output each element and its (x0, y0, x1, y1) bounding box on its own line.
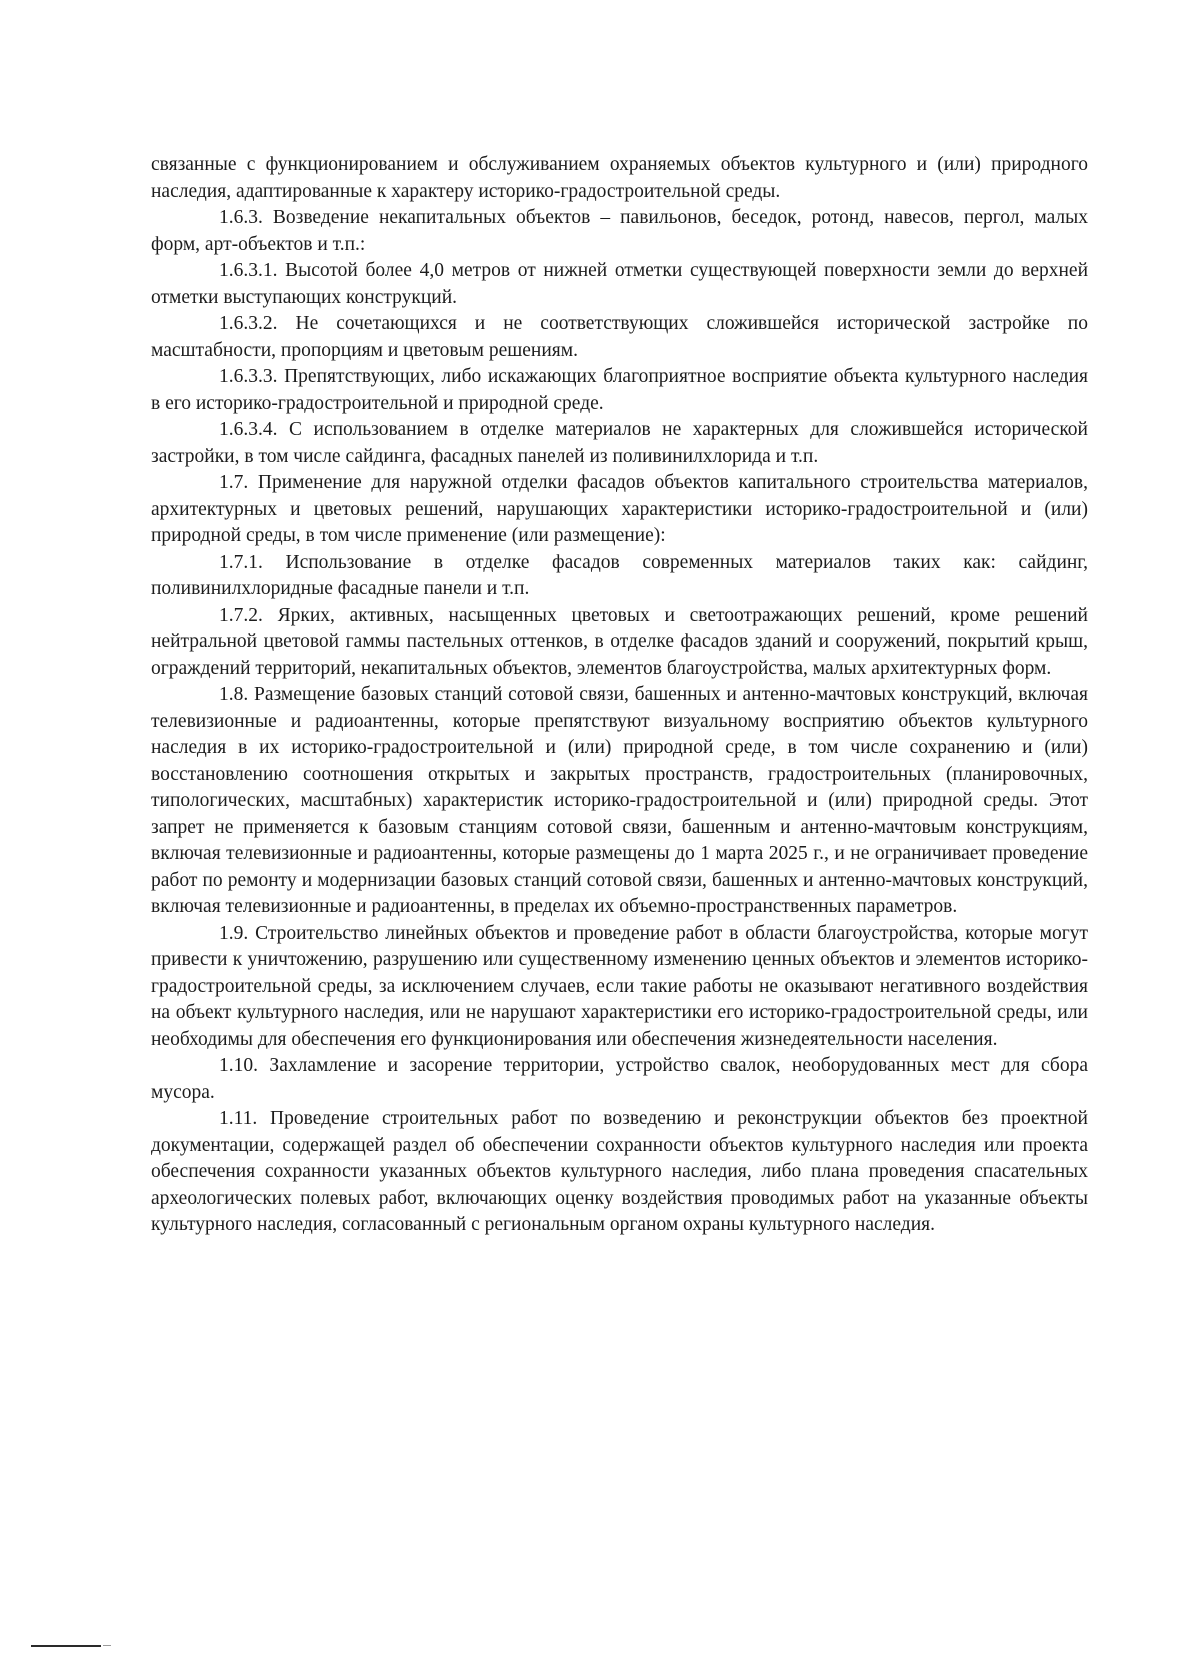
paragraph-1-11: 1.11. Проведение строительных работ по возведению и реконструкции объектов без проектной документации, содержащей раздел об обеспечении сохранности объектов культурного наследия или проекта обеспечения сохранности указанных объектов культурного наследия, либо плана проведения спасательных археологических полевых работ, включающих оценку воздействия проводимых работ на указанные объекты культурного наследия, согласованный с региональным органом охраны культурного наследия. (151, 1108, 1088, 1235)
paragraph-1-6-3-4: 1.6.3.4. С использованием в отделке материалов не характерных для сложившейся исторической застройки, в том числе сайдинга, фасадных панелей из поливинилхлорида и т.п. (151, 419, 1088, 467)
paragraph-1-10: 1.10. Захламление и засорение территории, устройство свалок, необорудованных мест для сбора мусора. (151, 1055, 1088, 1103)
paragraph-1-6-3: 1.6.3. Возведение некапитальных объектов – павильонов, беседок, ротонд, навесов, пергол, малых форм, арт-объектов и т.п.: (151, 207, 1088, 255)
paragraph-1-8: 1.8. Размещение базовых станций сотовой связи, башенных и антенно-мачтовых конструкций, включая телевизионные и радиоантенны, которые препятствуют визуальному восприятию объектов культурного наследия в их историко-градостроительной и (или) природной среде, в том числе сохранению и (или) восстановлению соотношения открытых и закрытых пространств, градостроительных (планировочных, типологических, масштабных) характеристик историко-градостроительной и (или) природной среды. Этот запрет не применяется к базовым станциям сотовой связи, башенным и антенно-мачтовым конструкциям, включая телевизионные и радиоантенны, которые размещены до 1 марта 2025 г., и не ограничивает проведение работ по ремонту и модернизации базовых станций сотовой связи, башенных и антенно-мачтовых конструкций, включая телевизионные и радиоантенны, в пределах их объемно-пространственных параметров. (151, 684, 1088, 917)
paragraph-1-9: 1.9. Строительство линейных объектов и проведение работ в области благоустройства, которые могут привести к уничтожению, разрушению или существенному изменению ценных объектов и элементов историко-градостроительной среды, за исключением случаев, если такие работы не оказывают негативного воздействия на объект культурного наследия, или не нарушают характеристики его историко-градостроительной среды, или необходимы для обеспечения его функционирования или обеспечения жизнедеятельности населения. (151, 922, 1088, 1050)
paragraph-1-6-3-3: 1.6.3.3. Препятствующих, либо искажающих благоприятное восприятие объекта культурного наследия в его историко-градостроительной и природной среде. (151, 366, 1088, 414)
paragraph-1-6-3-2: 1.6.3.2. Не сочетающихся и не соответствующих сложившейся исторической застройке по масштабности, пропорциям и цветовым решениям. (151, 313, 1088, 361)
document-body (151, 152, 1088, 1239)
footer-rule (31, 1645, 101, 1647)
paragraph-1-7-1: 1.7.1. Использование в отделке фасадов современных материалов таких как: сайдинг, поливинилхлоридные фасадные панели и т.п. (151, 551, 1088, 599)
paragraph-1-7-2: 1.7.2. Ярких, активных, насыщенных цветовых и светоотражающих решений, кроме решений нейтральной цветовой гаммы пастельных оттенков, в отделке фасадов зданий и сооружений, покрытий крыш, ограждений территорий, некапитальных объектов, элементов благоустройства, малых архитектурных форм. (151, 604, 1088, 679)
paragraph-1-6-3-1: 1.6.3.1. Высотой более 4,0 метров от нижней отметки существующей поверхности земли до верхней отметки выступающих конструкций. (151, 260, 1088, 308)
footer-rule-tail (103, 1645, 111, 1646)
paragraph-continuation: связанные с функционированием и обслуживанием охраняемых объектов культурного и (или) природного наследия, адаптированные к характеру историко-градостроительной среды. (151, 154, 1088, 202)
paragraph-1-7: 1.7. Применение для наружной отделки фасадов объектов капитального строительства материалов, архитектурных и цветовых решений, нарушающих характеристики историко-градостроительной и (или) природной среды, в том числе применение (или размещение): (151, 472, 1088, 546)
